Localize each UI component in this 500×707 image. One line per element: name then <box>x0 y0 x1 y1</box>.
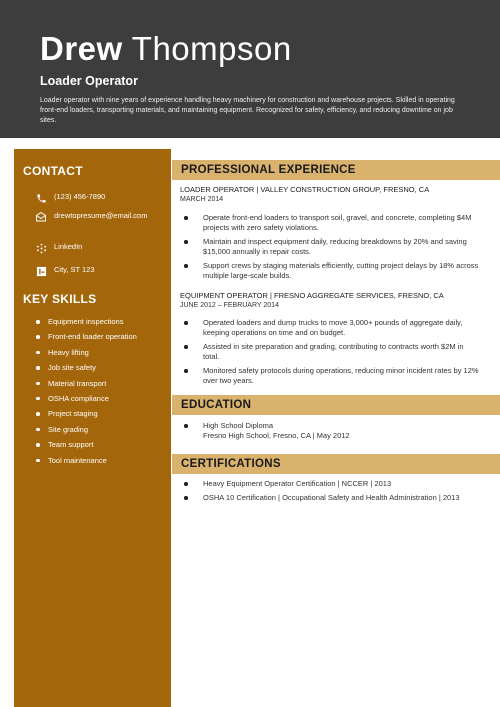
skill-item: Team support <box>34 440 164 450</box>
job-title-line: EQUIPMENT OPERATOR | FRESNO AGGREGATE SERVICES, FRESNO, CA <box>180 291 444 300</box>
education-item <box>180 421 480 441</box>
last-name: Thompson <box>131 30 292 67</box>
phone-number: (123) 456-7890 <box>54 192 106 201</box>
skill-item: Heavy lifting <box>34 348 164 358</box>
contact-location <box>34 265 166 277</box>
professional-summary: Loader operator with nine years of experience handling heavy machinery for construction and warehouse projects. Skilled in operating front-end loaders, transporting materials, and maintaining equipment. Recognized for safety, efficiency, and reducing downtime on job sites. <box>40 97 455 124</box>
skills-heading: KEY SKILLS <box>23 292 97 306</box>
contact-phone <box>34 192 166 204</box>
job-title: Loader Operator <box>40 74 138 88</box>
contact-email[interactable] <box>34 211 166 223</box>
skills-list <box>34 317 164 471</box>
skill-item: Site grading <box>34 425 164 435</box>
job-title-line: LOADER OPERATOR | VALLEY CONSTRUCTION GROUP, FRESNO, CA <box>180 185 430 194</box>
job-bullet: Operated loaders and dump trucks to move 3,000+ pounds of aggregate daily, keeping operations on time and on budget. <box>180 318 480 338</box>
school: Fresno High School, Fresno, CA | May 2012 <box>203 431 350 440</box>
sidebar <box>14 149 171 707</box>
skill-item: OSHA compliance <box>34 394 164 404</box>
email-icon <box>34 211 48 223</box>
contact-linkedin[interactable] <box>34 242 166 254</box>
certification-item: Heavy Equipment Operator Certification | NCCER | 2013 <box>180 479 480 489</box>
education-list <box>180 421 480 445</box>
certification-item: OSHA 10 Certification | Occupational Safety and Health Administration | 2013 <box>180 493 480 503</box>
skill-item: Tool maintenance <box>34 456 164 466</box>
location-icon <box>34 265 48 277</box>
job-dates: JUNE 2012 – FEBRUARY 2014 <box>180 302 279 309</box>
job-bullets <box>180 318 480 390</box>
certifications-list <box>180 479 480 507</box>
degree: High School Diploma <box>203 421 274 430</box>
location-text: City, ST 123 <box>54 265 95 274</box>
job-bullet: Support crews by staging materials efficiently, cutting project delays by 18% across multiple large-scale builds. <box>180 261 480 281</box>
certifications-heading: CERTIFICATIONS <box>172 454 500 474</box>
skill-item: Project staging <box>34 409 164 419</box>
resume-header <box>0 0 500 138</box>
linkedin-link[interactable]: LinkedIn <box>54 242 83 251</box>
first-name: Drew <box>40 30 123 67</box>
skill-item: Material transport <box>34 379 164 389</box>
job-bullet: Maintain and inspect equipment daily, reducing breakdowns by 20% and saving $15,000 annually in repair costs. <box>180 237 480 257</box>
job-bullet: Assisted in site preparation and grading, contributing to contracts worth $2M in total. <box>180 342 480 362</box>
skill-item: Front-end loader operation <box>34 332 164 342</box>
job-dates: MARCH 2014 <box>180 196 224 203</box>
phone-icon <box>34 192 48 204</box>
experience-heading: PROFESSIONAL EXPERIENCE <box>172 160 500 180</box>
job-bullet: Monitored safety protocols during operations, reducing minor incident rates by 12% over two years. <box>180 366 480 386</box>
skill-item: Job site safety <box>34 363 164 373</box>
skill-item: Equipment inspections <box>34 317 164 327</box>
job-bullet: Operate front-end loaders to transport soil, gravel, and concrete, completing $4M projects with zero safety violations. <box>180 213 480 233</box>
contact-heading: CONTACT <box>23 164 83 178</box>
education-heading: EDUCATION <box>172 395 500 415</box>
job-bullets <box>180 213 480 285</box>
linkedin-icon <box>34 242 48 254</box>
candidate-name <box>40 30 292 68</box>
email-address[interactable]: drewtopresume@email.com <box>54 211 148 220</box>
